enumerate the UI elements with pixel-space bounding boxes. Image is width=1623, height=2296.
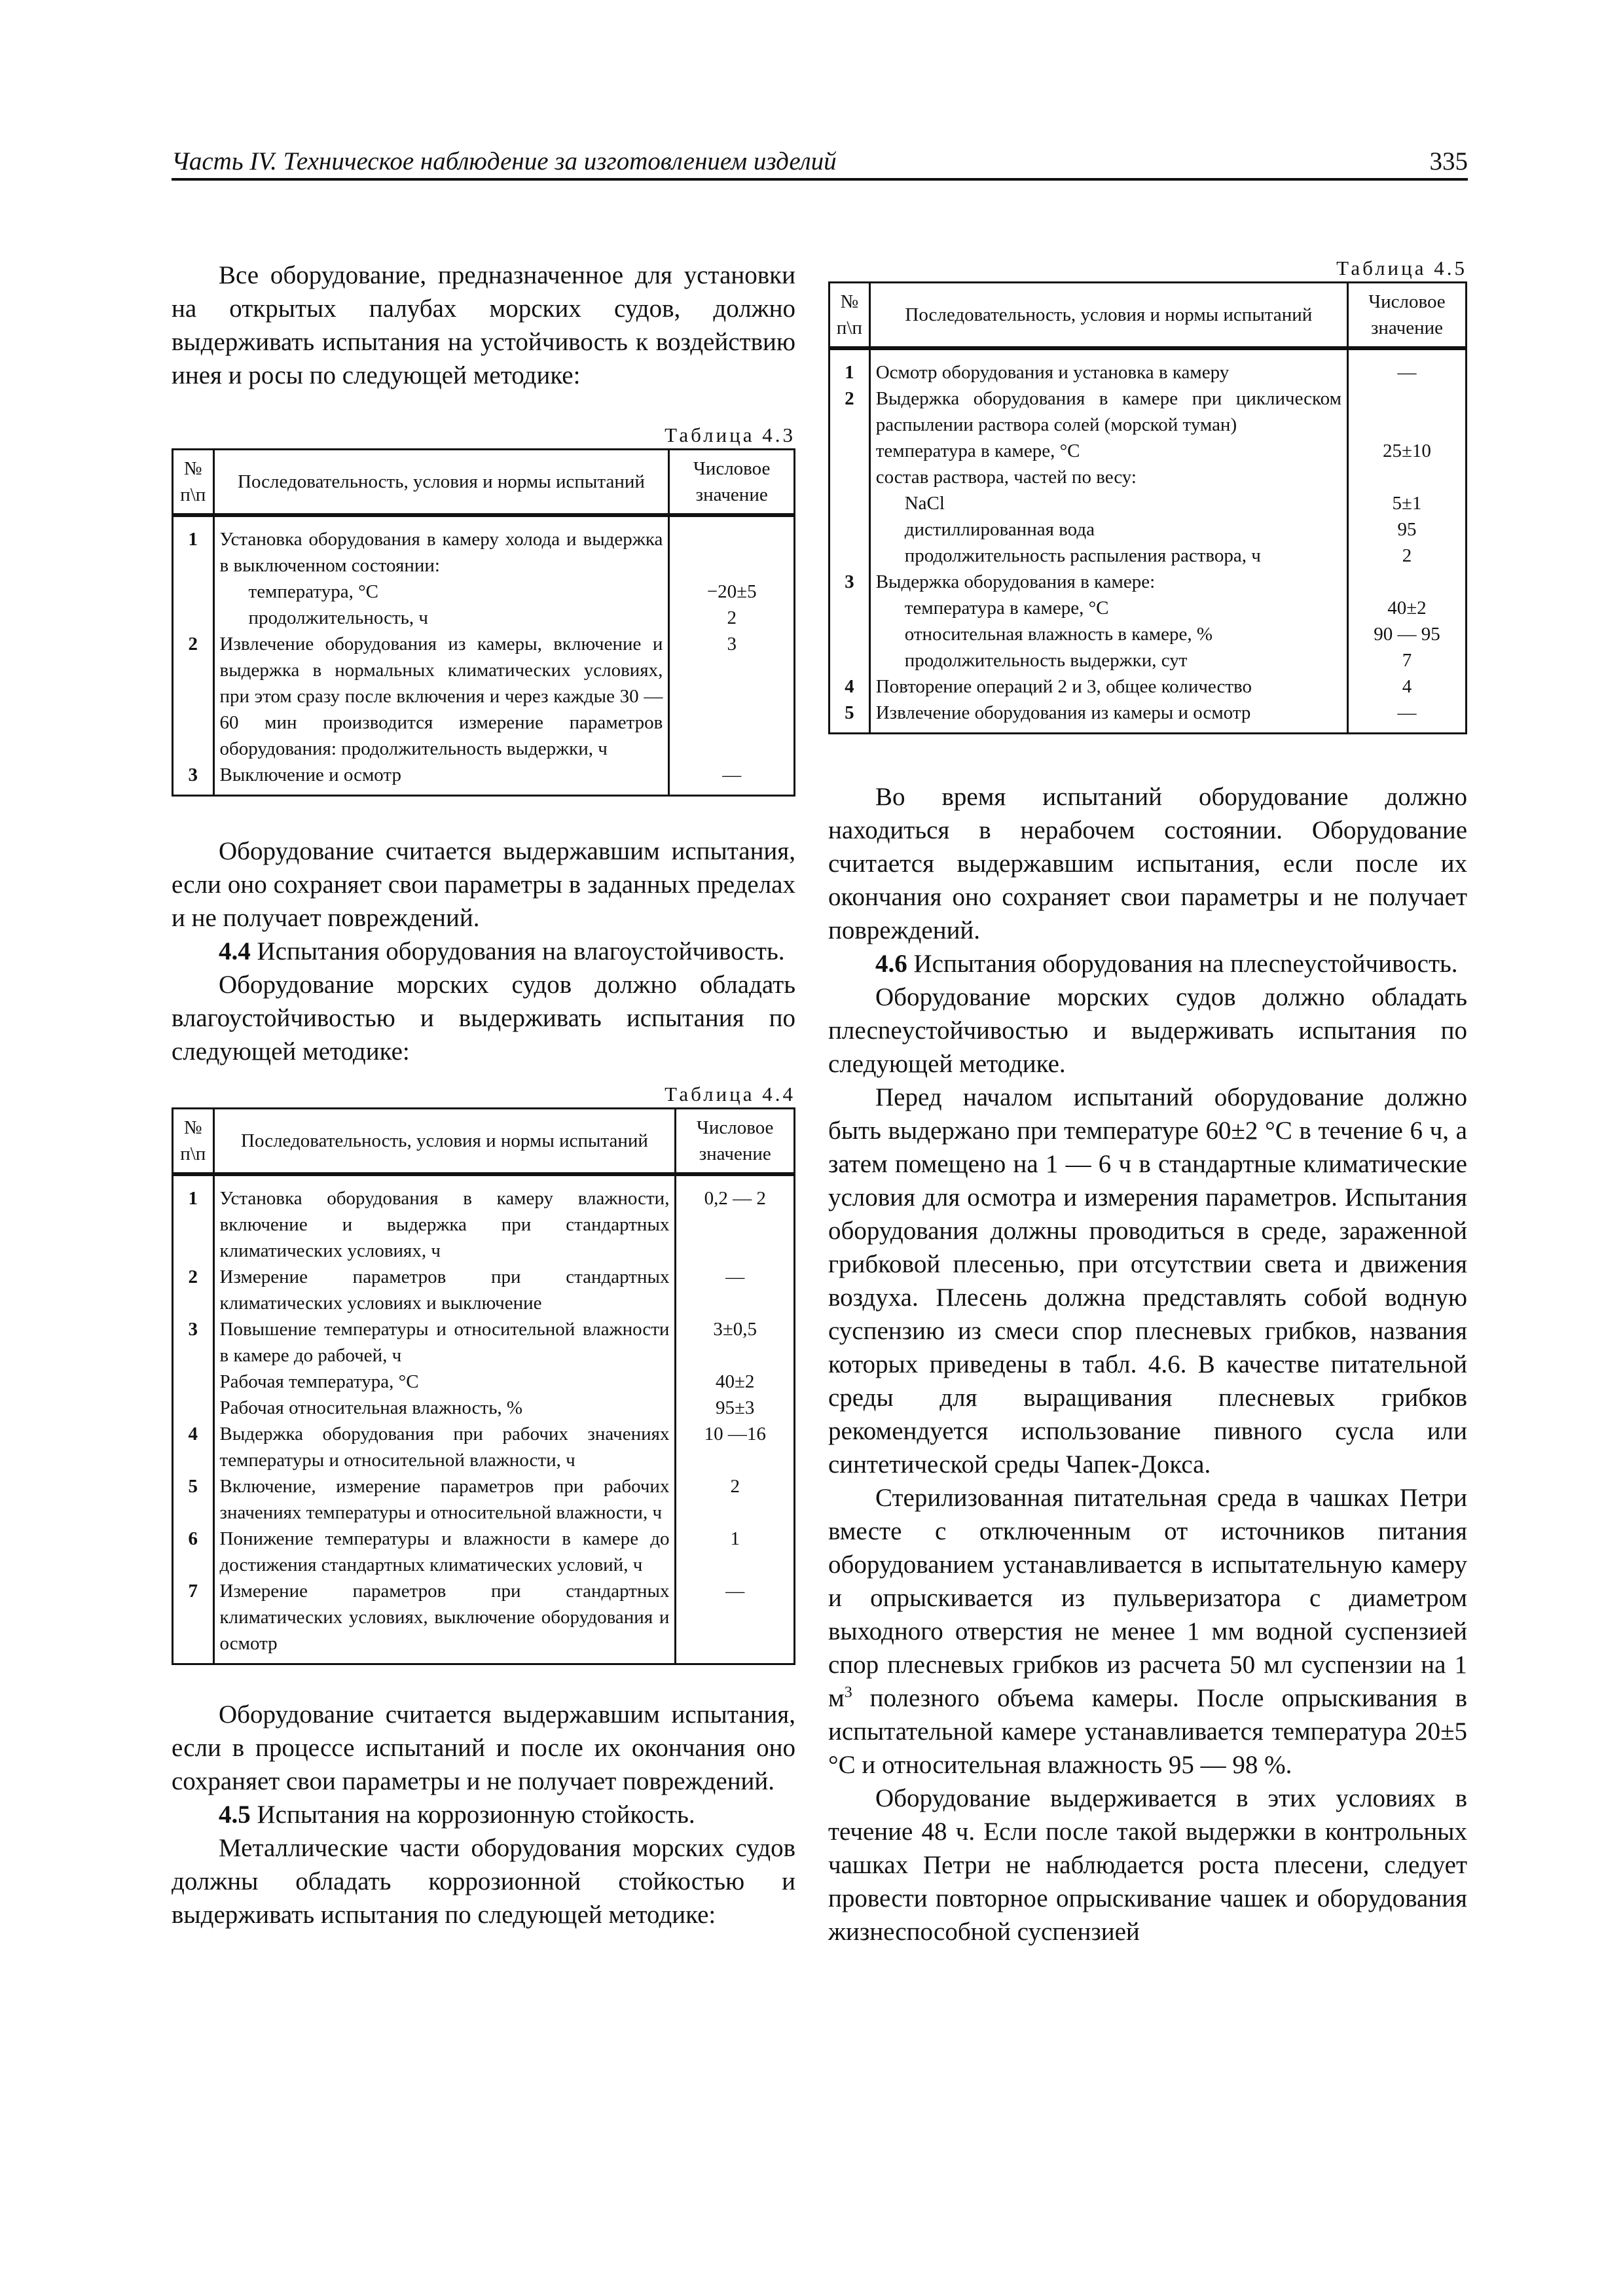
row-description (213, 515, 669, 579)
table-row (173, 1578, 795, 1664)
row-description (869, 386, 1347, 438)
column-header: № п\п (173, 450, 214, 516)
row-value: 5±1 (1347, 490, 1466, 516)
row-value: — (669, 762, 795, 796)
description-text: температура в камере, °С (875, 440, 1080, 461)
table-row (830, 386, 1467, 438)
row-description (213, 1578, 676, 1664)
table-row (830, 569, 1467, 595)
row-value: 7 (1347, 647, 1466, 673)
row-value: 0,2 — 2 (676, 1174, 795, 1264)
description-text: Рабочая температура, °С (219, 1371, 419, 1392)
table-row (830, 621, 1467, 647)
section-4-5-number: 4.5 (219, 1801, 251, 1829)
column-header: Числовое значение (676, 1109, 795, 1175)
row-number (830, 490, 870, 516)
row-number (830, 516, 870, 543)
paragraph-4-6-spraying (828, 1481, 1467, 1782)
page-number: 335 (1429, 147, 1468, 175)
table-row (830, 464, 1467, 490)
row-number: 3 (830, 569, 870, 595)
row-number: 7 (173, 1578, 214, 1664)
row-number: 5 (830, 700, 870, 734)
table-row (173, 1264, 795, 1316)
row-description (213, 1421, 676, 1473)
row-description (213, 631, 669, 762)
description-text: температура, °С (248, 581, 379, 602)
description-text: температура в камере, °С (904, 598, 1109, 619)
row-value: 90 — 95 (1347, 621, 1466, 647)
table-row (173, 1526, 795, 1578)
section-4-5-heading (172, 1798, 795, 1831)
row-description (869, 348, 1347, 386)
row-number: 3 (173, 1316, 214, 1369)
description-text: Рабочая относительная влажность, % (219, 1397, 523, 1418)
description-text: Повышение температуры и относительной влажности в камере до рабочей, ч (219, 1319, 670, 1366)
row-description (869, 438, 1347, 464)
table-4-5-caption: Таблица 4.5 (1336, 257, 1467, 279)
row-description (869, 673, 1347, 700)
description-text: Извлечение оборудования из камеры, включение и выдержка в нормальных климатических условиях, при этом сразу после включения и через каждые 30 — 60 мин производится измерение параметров оборудования: продолжительность выдержки, ч (219, 634, 663, 759)
paragraph-4-4-intro: Оборудование морских судов должно обладать влагоустойчивостью и выдерживать испытания по следующей методике: (172, 971, 795, 1066)
running-title: Часть IV. Техническое наблюдение за изготовлением изделий (172, 147, 837, 175)
row-value: 3 (669, 631, 795, 762)
row-number: 4 (173, 1421, 214, 1473)
row-description (213, 1526, 676, 1578)
row-number: 3 (173, 762, 214, 796)
row-value: — (676, 1264, 795, 1316)
spraying-text-b: полезного объема камеры. После опрыскивания в испытательной камере устанавливается температура 20±5 °С и относительная влажность 95 — 98 %. (828, 1684, 1467, 1779)
row-value: 95 (1347, 516, 1466, 543)
table-row (830, 543, 1467, 569)
table-row (173, 631, 795, 762)
table-4-5 (828, 281, 1467, 734)
paragraph-4-4-result: Оборудование считается выдержавшим испытания, если в процессе испытаний и после их окончания оно сохраняет свои параметры и не получает повреждений. (172, 1700, 795, 1795)
description-text: Выдержка оборудования в камере при циклическом распылении раствора солей (морской туман) (875, 388, 1341, 435)
row-number (173, 579, 214, 605)
row-value (1347, 569, 1466, 595)
table-row (830, 516, 1467, 543)
row-value: −20±5 (669, 579, 795, 605)
column-header: № п\п (830, 283, 870, 349)
row-value: 95±3 (676, 1395, 795, 1421)
row-number: 1 (173, 515, 214, 579)
table-row (173, 605, 795, 631)
row-value: — (676, 1578, 795, 1664)
row-description (869, 621, 1347, 647)
column-header: Числовое значение (669, 450, 795, 516)
paragraph-4-5-result: Во время испытаний оборудование должно находиться в нерабочем состоянии. Оборудование считается выдержавшим испытания, если после их окончания оно сохраняет свои параметры и не получает повреждений. (828, 783, 1467, 944)
row-number (173, 605, 214, 631)
row-description (213, 762, 669, 796)
section-4-5-title: Испытания на коррозионную стойкость. (257, 1801, 695, 1829)
row-value: — (1347, 348, 1466, 386)
row-value: 3±0,5 (676, 1316, 795, 1369)
table-4-4-caption: Таблица 4.4 (665, 1083, 795, 1105)
table-4-4 (172, 1107, 795, 1665)
row-value: 2 (669, 605, 795, 631)
row-description (869, 464, 1347, 490)
page-header (172, 145, 1468, 178)
paragraph-4-6-preparation: Перед началом испытаний оборудование должно быть выдержано при температуре 60±2 °С в течение 6 ч, а затем помещено на 1 — 6 ч в стандартные климатические условия для осмотра и измерения параметров. Испытания оборудования должны проводиться в среде, зараженной грибковой плесенью, при отсутствии света и движения воздуха. Плесень должна представлять собой водную суспензию из смеси спор плесневых грибков, названия которых приведены в табл. 4.6. В качестве питательной среды для выращивания плесневых грибков рекомендуется использование пивного сусла или синтетической среды Чапек-Докса. (828, 1083, 1467, 1479)
table-4-3 (172, 448, 795, 797)
right-column (828, 255, 1467, 1948)
section-4-4-number: 4.4 (219, 937, 251, 965)
description-text: NaCl (904, 493, 945, 514)
row-value: 10 —16 (676, 1421, 795, 1473)
description-text: Повторение операций 2 и 3, общее количество (875, 676, 1252, 697)
row-description (869, 700, 1347, 734)
row-number: 2 (173, 1264, 214, 1316)
table-row (830, 490, 1467, 516)
section-4-6-title: Испытания оборудования на плесneустойчивость. (913, 950, 1458, 978)
description-text: продолжительность выдержки, сут (904, 650, 1188, 671)
row-value: 40±2 (676, 1369, 795, 1395)
row-number: 5 (173, 1473, 214, 1526)
intro-paragraph: Все оборудование, предназначенное для установки на открытых палубах морских судов, должно выдерживать испытания на устойчивость к воздействию инея и росы по следующей методике: (172, 261, 795, 389)
row-description (869, 595, 1347, 621)
header-rule (172, 178, 1468, 181)
table-row (173, 1369, 795, 1395)
row-number (830, 543, 870, 569)
description-text: Включение, измерение параметров при рабочих значениях температуры и относительной влажности, ч (219, 1476, 670, 1523)
row-number: 1 (173, 1174, 214, 1264)
row-value: 40±2 (1347, 595, 1466, 621)
row-description (869, 516, 1347, 543)
table-row (830, 673, 1467, 700)
row-value (669, 515, 795, 579)
description-text: продолжительность распыления раствора, ч (904, 545, 1261, 566)
description-text: Осмотр оборудования и установка в камеру (875, 362, 1230, 383)
section-4-4-title: Испытания оборудования на влагоустойчивость. (257, 937, 785, 965)
left-column (172, 259, 795, 1931)
row-number: 6 (173, 1526, 214, 1578)
row-number (173, 1395, 214, 1421)
row-value: 1 (676, 1526, 795, 1578)
column-header: Последовательность, условия и нормы испытаний (869, 283, 1347, 349)
cubic-superscript: 3 (844, 1684, 852, 1701)
description-text: продолжительность, ч (248, 607, 428, 628)
row-number: 2 (173, 631, 214, 762)
row-number: 2 (830, 386, 870, 438)
row-number: 4 (830, 673, 870, 700)
description-text: Выдержка оборудования при рабочих значениях температуры и относительной влажности, ч (219, 1424, 670, 1471)
table-row (173, 762, 795, 796)
description-text: Установка оборудования в камеру влажности, включение и выдержка при стандартных климатических условиях, ч (219, 1188, 670, 1261)
column-header: Числовое значение (1347, 283, 1466, 349)
row-description (213, 579, 669, 605)
section-4-6-number: 4.6 (875, 950, 907, 978)
table-4-3-caption: Таблица 4.3 (665, 423, 795, 446)
row-number (830, 621, 870, 647)
description-text: Выключение и осмотр (219, 764, 401, 785)
row-description (213, 1316, 676, 1369)
table-row (830, 348, 1467, 386)
row-description (213, 605, 669, 631)
paragraph-4-5-intro: Металлические части оборудования морских судов должны обладать коррозионной стойкостью и выдерживать испытания по следующей методике: (172, 1834, 795, 1929)
description-text: Измерение параметров при стандартных климатических условиях, выключение оборудования и осмотр (219, 1581, 670, 1654)
row-number (830, 647, 870, 673)
row-value: 2 (676, 1473, 795, 1526)
table-row (830, 595, 1467, 621)
section-4-4-heading (172, 935, 795, 968)
description-text: Измерение параметров при стандартных климатических условиях и выключение (219, 1266, 670, 1314)
table-row (173, 1395, 795, 1421)
column-header: № п\п (173, 1109, 214, 1175)
description-text: Установка оборудования в камеру холода и выдержка в выключенном состоянии: (219, 529, 663, 576)
description-text: дистиллированная вода (904, 519, 1095, 540)
row-description (869, 647, 1347, 673)
paragraph-4-6-exposure: Оборудование выдерживается в этих условиях в течение 48 ч. Если после такой выдержки в контрольных чашках Петри не наблюдается роста плесени, следует провести повторное опрыскивание чашек и оборудования жизнеспособной суспензией (828, 1784, 1467, 1946)
table-row (830, 438, 1467, 464)
row-description (213, 1395, 676, 1421)
spraying-text-a: Стерилизованная питательная среда в чашках Петри вместе с отключенным от источников питания оборудованием устанавливается в испытательную камеру и опрыскивается из пульверизатора с диаметром выходного отверстия не менее 1 мм водной суспензией спор плесневых грибков из расчета 50 мл суспензии на 1 м (828, 1484, 1467, 1712)
row-description (869, 543, 1347, 569)
table-row (173, 515, 795, 579)
row-value (1347, 464, 1466, 490)
table-row (173, 579, 795, 605)
row-number (830, 595, 870, 621)
row-number (173, 1369, 214, 1395)
row-description (213, 1174, 676, 1264)
description-text: Извлечение оборудования из камеры и осмотр (875, 702, 1251, 723)
row-value: 4 (1347, 673, 1466, 700)
table-row (173, 1316, 795, 1369)
section-4-6-heading (828, 947, 1467, 980)
paragraph-4-6-intro: Оборудование морских судов должно обладать плесneустойчивостью и выдерживать испытания по следующей методике. (828, 983, 1467, 1078)
row-description (213, 1264, 676, 1316)
row-number: 1 (830, 348, 870, 386)
row-description (213, 1473, 676, 1526)
row-value: 2 (1347, 543, 1466, 569)
row-number (830, 438, 870, 464)
table-row (830, 700, 1467, 734)
row-number (830, 464, 870, 490)
column-header: Последовательность, условия и нормы испытаний (213, 1109, 676, 1175)
row-description (869, 569, 1347, 595)
description-text: состав раствора, частей по весу: (875, 467, 1137, 488)
table-row (173, 1421, 795, 1473)
description-text: Выдержка оборудования в камере: (875, 571, 1156, 592)
table-row (173, 1174, 795, 1264)
row-description (869, 490, 1347, 516)
description-text: относительная влажность в камере, % (904, 624, 1213, 645)
column-header: Последовательность, условия и нормы испытаний (213, 450, 669, 516)
table-row (173, 1473, 795, 1526)
row-value (1347, 386, 1466, 438)
paragraph-4-3-result: Оборудование считается выдержавшим испытания, если оно сохраняет свои параметры в заданных пределах и не получает повреждений. (172, 837, 795, 932)
row-description (213, 1369, 676, 1395)
description-text: Понижение температуры и влажности в камере до достижения стандартных климатических условий, ч (219, 1528, 670, 1575)
row-value: — (1347, 700, 1466, 734)
row-value: 25±10 (1347, 438, 1466, 464)
table-row (830, 647, 1467, 673)
